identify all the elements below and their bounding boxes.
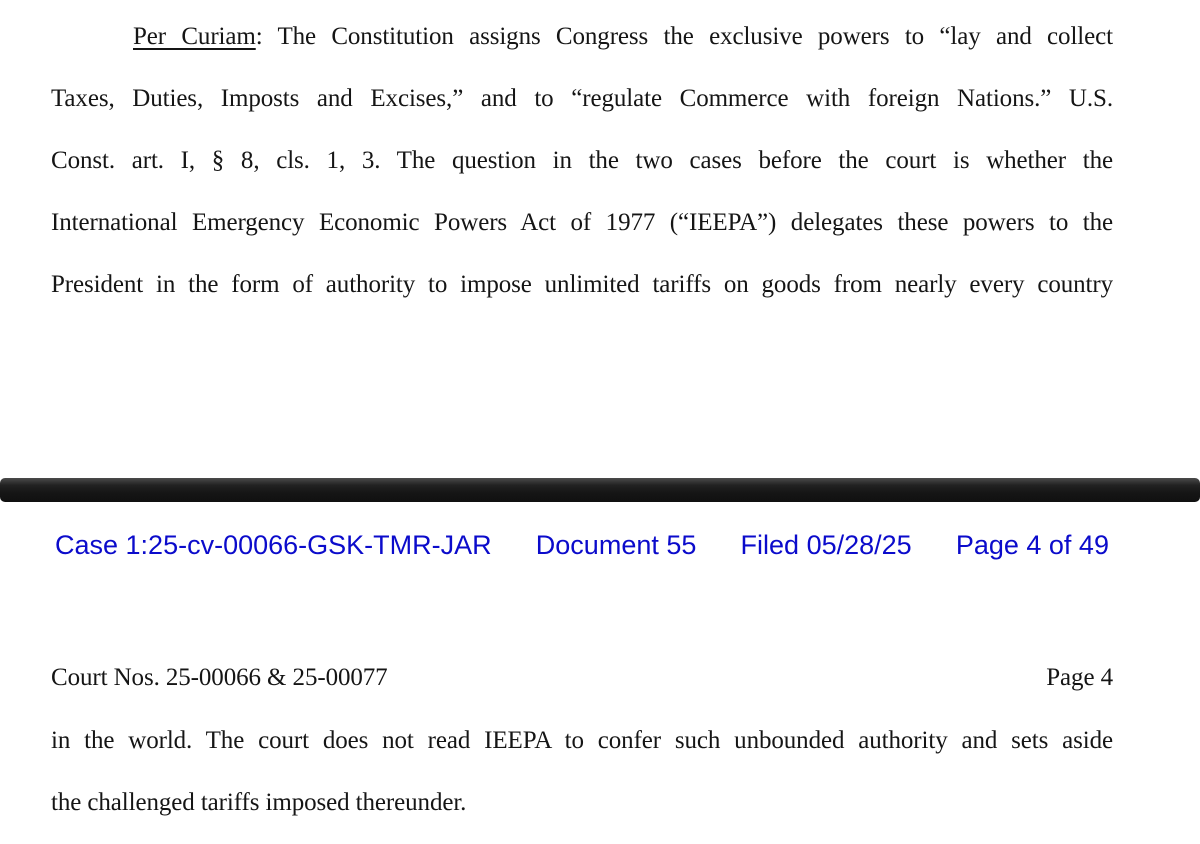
opinion-text: : The Constitution assigns Congress the exclusive powers to “lay and collect xyxy=(255,23,1113,50)
page-number: Page 4 xyxy=(1046,664,1113,691)
opinion-text-line: International Emergency Economic Powers Act of 1977 (“IEEPA”) delegates these powers to the xyxy=(51,209,1113,236)
running-header xyxy=(51,647,1113,709)
filed-date: Filed 05/28/25 xyxy=(740,530,912,560)
cmecf-stamp-header xyxy=(55,528,1109,562)
opinion-text-line: Taxes, Duties, Imposts and Excises,” and to “regulate Commerce with foreign Nations.” U.S. xyxy=(51,85,1113,112)
opinion-text-line xyxy=(51,6,1113,68)
opinion-text-line: President in the form of authority to impose unlimited tariffs on goods from nearly every country xyxy=(51,271,1113,298)
opinion-paragraph-top xyxy=(51,6,1113,316)
stamp-page-number: Page 4 of 49 xyxy=(955,530,1109,560)
per-curiam-label: Per Curiam xyxy=(133,23,256,50)
page-break-bar xyxy=(0,478,1200,502)
opinion-paragraph-bottom xyxy=(51,710,1113,834)
opinion-text-line: the challenged tariffs imposed thereunder. xyxy=(51,789,467,816)
document-number: Document 55 xyxy=(535,530,697,560)
opinion-text-line: in the world. The court does not read IEEPA to confer such unbounded authority and sets aside xyxy=(51,727,1113,754)
opinion-text-line: Const. art. I, § 8, cls. 1, 3. The question in the two cases before the court is whether the xyxy=(51,147,1113,174)
case-number: Case 1:25-cv-00066-GSK-TMR-JAR xyxy=(55,530,492,560)
court-numbers: Court Nos. 25-00066 & 25-00077 xyxy=(51,664,388,691)
